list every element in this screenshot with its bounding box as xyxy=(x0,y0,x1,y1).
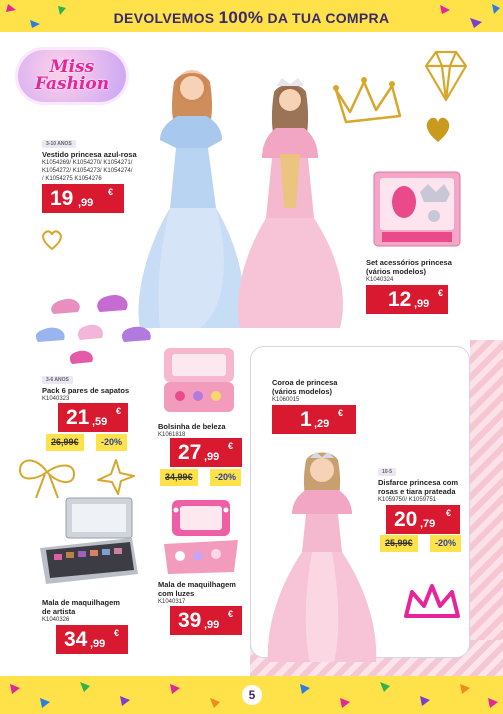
photo-pink-tiara xyxy=(402,582,462,622)
heart-filled-icon xyxy=(422,114,454,144)
logo-line-2: Fashion xyxy=(34,74,110,94)
photo-beauty-bag xyxy=(158,344,240,420)
product-name-vestido: Vestido princesa azul-rosa xyxy=(42,150,137,159)
product-ref-coroa: K1060015 xyxy=(272,397,300,403)
old-price: 26,99€ xyxy=(46,434,84,451)
price-whole: 39 xyxy=(178,609,202,632)
price-tag-bolsinha xyxy=(170,438,242,467)
price-currency: € xyxy=(338,408,344,418)
photo-girls-princess-dresses xyxy=(130,58,360,340)
price-tag-mala-luzes xyxy=(170,606,242,635)
product-ref-bolsinha: K1061818 xyxy=(158,432,186,438)
product-name-disfarce-2: rosas e tiara prateada xyxy=(378,487,456,496)
discount-badge: -20% xyxy=(210,469,241,486)
price-tag-vestido xyxy=(42,184,124,213)
price-cents: ,99 xyxy=(78,197,94,209)
price-whole: 27 xyxy=(178,441,202,464)
product-ref-vestido-2: K1054272/ K1054273/ K1054274/ xyxy=(42,168,133,174)
product-name-sapatos: Pack 6 pares de sapatos xyxy=(42,386,130,395)
old-price: 25,99€ xyxy=(380,535,418,552)
price-tag-mala-artista xyxy=(56,625,128,654)
photo-makeup-case-lights xyxy=(160,496,242,578)
price-whole: 34 xyxy=(64,628,88,651)
diamond-doodle-icon xyxy=(418,46,474,106)
product-name-disfarce-1: Disfarce princesa com xyxy=(378,478,459,487)
price-whole: 19 xyxy=(50,187,74,210)
price-whole: 20 xyxy=(394,508,418,531)
product-name-mala-luzes-1: Mala de maquilhagem xyxy=(158,580,236,589)
product-name-coroa-1: Coroa de princesa xyxy=(272,378,338,387)
old-price: 34,99€ xyxy=(160,469,198,486)
product-ref-mala-artista: K1040326 xyxy=(42,617,70,623)
discount-badge: -20% xyxy=(96,434,127,451)
price-cents: ,29 xyxy=(314,418,330,430)
photo-shoes-pack xyxy=(34,290,164,370)
product-ref-sapatos: K1040323 xyxy=(42,396,70,402)
sparkle-doodle-icon xyxy=(96,458,136,496)
discount-badge: -20% xyxy=(430,535,461,552)
product-ref-vestido-3: / K1054275 K1054276 xyxy=(42,176,102,182)
product-name-set-acessorios-1: Set acessórios princesa xyxy=(366,258,452,267)
price-currency: € xyxy=(438,288,444,298)
photo-girl-pink-costume xyxy=(262,448,382,670)
price-currency: € xyxy=(446,508,452,518)
price-cents: ,99 xyxy=(414,298,430,310)
price-cents: ,99 xyxy=(204,451,220,463)
promo-pre: DEVOLVEMOS xyxy=(113,10,215,26)
footer-confetti-band xyxy=(0,676,503,714)
price-currency: € xyxy=(108,187,114,197)
product-ref-set-acessorios: K1040324 xyxy=(366,277,394,283)
product-name-set-acessorios-2: (vários modelos) xyxy=(366,267,427,276)
price-cents: ,99 xyxy=(204,619,220,631)
heart-outline-icon xyxy=(38,228,66,252)
price-cents: ,99 xyxy=(90,638,106,650)
price-tag-set-acessorios xyxy=(366,285,448,314)
product-name-mala-artista-2: de artista xyxy=(42,607,76,616)
promo-post: DA TUA COMPRA xyxy=(267,10,390,26)
photo-accessory-set-box xyxy=(370,168,466,252)
price-whole: 21 xyxy=(66,406,90,429)
miss-fashion-logo xyxy=(18,50,126,102)
age-badge-sapatos: 3-6 ANOS xyxy=(42,376,73,384)
product-name-mala-artista-1: Mala de maquilhagem xyxy=(42,598,120,607)
age-badge-vestido: 3-10 ANOS xyxy=(42,140,76,148)
age-badge-disfarce: 10-5 xyxy=(378,468,396,476)
promo-banner xyxy=(0,0,503,32)
price-tag-disfarce xyxy=(386,505,460,534)
page-number: 5 xyxy=(242,685,262,705)
promo-highlight: 100% xyxy=(218,8,264,27)
product-name-coroa-2: (vários modelos) xyxy=(272,387,333,396)
product-name-bolsinha: Bolsinha de beleza xyxy=(158,422,226,431)
pink-pattern-right xyxy=(470,340,503,676)
product-name-mala-luzes-2: com luzes xyxy=(158,589,195,598)
price-cents: ,79 xyxy=(420,518,436,530)
price-whole: 12 xyxy=(388,288,412,311)
product-ref-vestido-1: K1054269/ K1054270/ K1054271/ xyxy=(42,160,133,166)
price-tag-sapatos xyxy=(58,403,128,432)
price-currency: € xyxy=(228,609,234,619)
price-cents: ,59 xyxy=(92,416,108,428)
logo-line-1: Miss xyxy=(49,57,95,77)
photo-makeup-case-artist xyxy=(36,494,142,588)
price-whole: 1 xyxy=(300,408,312,431)
price-currency: € xyxy=(116,406,122,416)
product-ref-disfarce: K1059750/ K1059751 xyxy=(378,497,437,503)
confetti-top-decoration xyxy=(0,0,503,32)
product-ref-mala-luzes: K1040317 xyxy=(158,599,186,605)
price-tag-coroa xyxy=(272,405,356,434)
price-currency: € xyxy=(228,441,234,451)
price-currency: € xyxy=(114,628,120,638)
